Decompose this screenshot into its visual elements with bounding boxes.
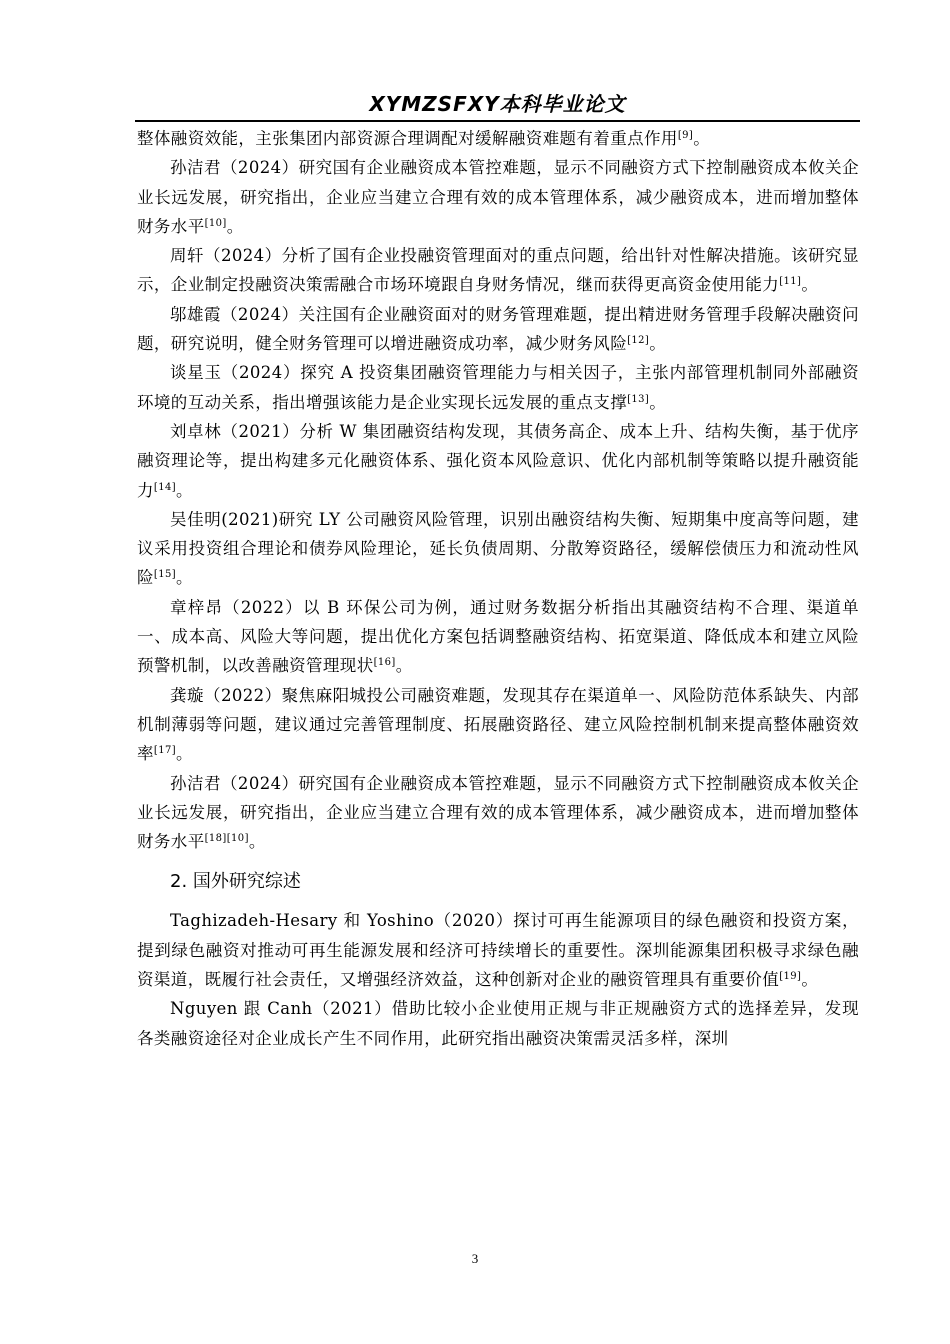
citation: [9] xyxy=(677,130,694,141)
paragraph: 吴佳明(2021)研究 LY 公司融资风险管理，识别出融资结构失衡、短期集中度高等问题，建议采用投资组合理论和债券风险理论，延长负债周期、分散筹资路径，缓解偿债压力和流动性风险[15]。 xyxy=(137,509,859,588)
citation: [14] xyxy=(153,481,177,493)
citation: [13] xyxy=(627,393,650,405)
citation: [15] xyxy=(153,569,177,581)
paragraph: Nguyen 跟 Canh（2021）借助比较小企业使用正规与非正规融资方式的选择差异，发现各类融资途径对企业成长产生不同作用，此研究指出融资决策需灵活多样，深圳 xyxy=(137,999,859,1048)
citation: [11] xyxy=(779,276,802,288)
citation: [10] xyxy=(204,217,227,229)
paragraph: 章梓昂（2022）以 B 环保公司为例，通过财务数据分析指出其融资结构不合理、渠道单一、成本高、风险大等问题，提出优化方案包括调整融资结构、拓宽渠道、降低成本和建立风险预警机制，以改善融资管理现状[16]。 xyxy=(137,597,859,676)
paragraph: 孙洁君（2024）研究国有企业融资成本管控难题，显示不同融资方式下控制融资成本攸关企业长远发展，研究指出，企业应当建立合理有效的成本管理体系，减少融资成本，进而增加整体财务水平[18][10]。 xyxy=(137,773,859,852)
paragraph: Taghizadeh-Hesary 和 Yoshino（2020）探讨可再生能源项目的绿色融资和投资方案，提到绿色融资对推动可再生能源发展和经济可持续增长的重要性。深圳能源集团积极寻求绿色融资渠道，既履行社会责任，又增强经济效益，这种创新对企业的融资管理具有重要价值[19]。 xyxy=(137,911,859,990)
paragraph: 孙洁君（2024）研究国有企业融资成本管控难题，显示不同融资方式下控制融资成本攸关企业长远发展，研究指出，企业应当建立合理有效的成本管理体系，减少融资成本，进而增加整体财务水平[10]。 xyxy=(137,158,859,236)
running-header: XYMZSFXY本科毕业论文 xyxy=(369,92,626,116)
paragraph: 谈星玉（2024）探究 A 投资集团融资管理能力与相关因子，主张内部管理机制同外部融资环境的互动关系，指出增强该能力是企业实现长远发展的重点支撑[13]。 xyxy=(137,363,859,412)
citation: [17] xyxy=(153,745,177,757)
paper-body xyxy=(137,124,859,1053)
citation: [16] xyxy=(373,657,396,669)
paragraph: 邬雄霞（2024）关注国有企业融资面对的财务管理难题，提出精进财务管理手段解决融资问题，研究说明，健全财务管理可以增进融资成功率，减少财务风险[12]。 xyxy=(137,304,859,354)
section-heading: 2. 国外研究综述 xyxy=(170,871,301,893)
citation: [12] xyxy=(627,335,650,347)
paragraph: 龚璇（2022）聚焦麻阳城投公司融资难题，发现其存在渠道单一、风险防范体系缺失、内部机制薄弱等问题，建议通过完善管理制度、拓展融资路径、建立风险控制机制来提高整体融资效率[17]。 xyxy=(137,685,859,764)
citation: [18][10] xyxy=(204,833,249,845)
citation: [19] xyxy=(779,971,802,983)
paragraph: 周轩（2024）分析了国有企业投融资管理面对的重点问题，给出针对性解决措施。该研究显示，企业制定投融资决策需融合市场环境跟自身财务情况，继而获得更高资金使用能力[11]。 xyxy=(137,246,859,295)
paragraph: 整体融资效能，主张集团内部资源合理调配对缓解融资难题有着重点作用[9]。 xyxy=(137,129,711,148)
page-number: 3 xyxy=(471,1251,479,1266)
header-rule xyxy=(135,120,860,122)
paragraph: 刘卓林（2021）分析 W 集团融资结构发现，其债务高企、成本上升、结构失衡，基于优序融资理论等，提出构建多元化融资体系、强化资本风险意识、优化内部机制等策略以提升融资能力[14]。 xyxy=(137,421,859,500)
